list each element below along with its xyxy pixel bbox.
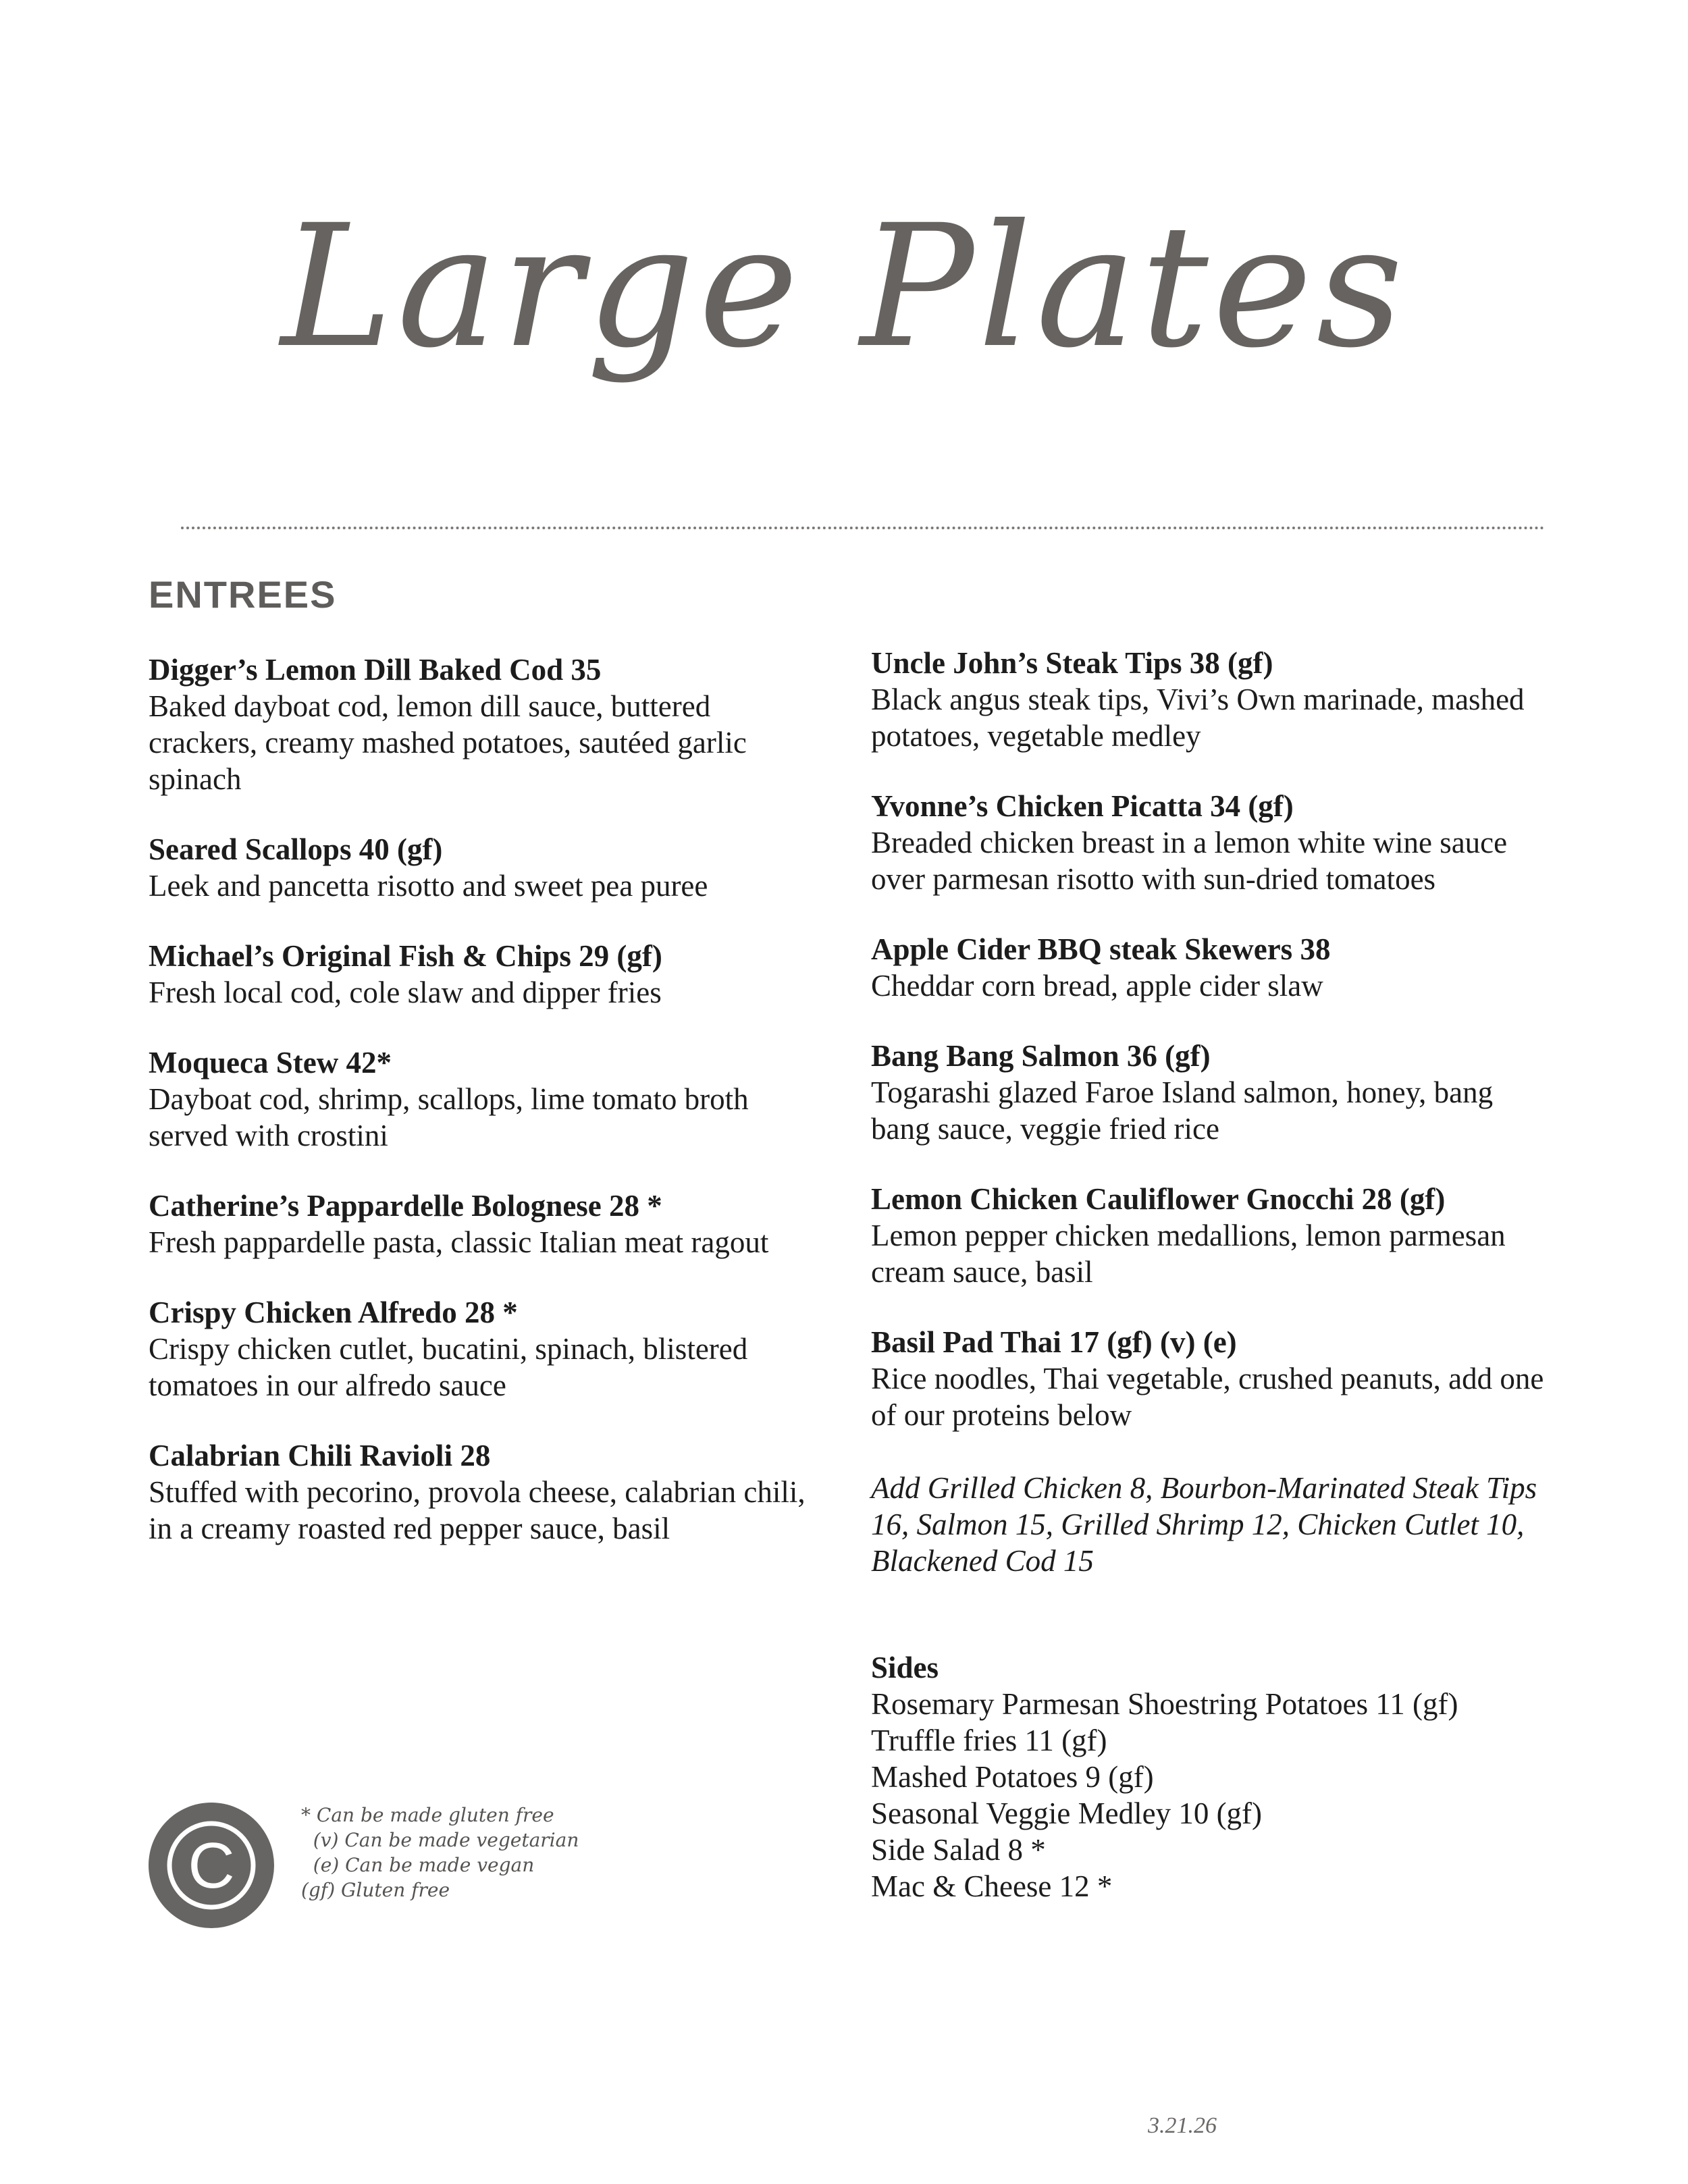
dietary-legend xyxy=(301,1803,579,1902)
menu-item-name: Seared Scallops 40 (gf) xyxy=(149,832,443,866)
menu-item-name: Bang Bang Salmon 36 (gf) xyxy=(871,1039,1211,1073)
menu-date: 3.21.26 xyxy=(1148,2113,1217,2138)
menu-item xyxy=(871,788,1546,897)
legend-line: * Can be made gluten free xyxy=(301,1804,554,1826)
menu-item xyxy=(149,1044,810,1154)
menu-item-name: Crispy Chicken Alfredo 28 * xyxy=(149,1296,518,1329)
menu-item xyxy=(149,651,810,797)
menu-item-name: Lemon Chicken Cauliflower Gnocchi 28 (gf) xyxy=(871,1182,1446,1216)
menu-item-description: Crispy chicken cutlet, bucatini, spinach, blistered tomatoes in our alfredo sauce xyxy=(149,1332,748,1402)
menu-item-name: Yvonne’s Chicken Picatta 34 (gf) xyxy=(871,789,1294,823)
legend-line: (gf) Gluten free xyxy=(301,1879,450,1901)
menu-item-name: Basil Pad Thai 17 (gf) (v) (e) xyxy=(871,1325,1237,1359)
logo-icon xyxy=(149,1803,274,1928)
menu-item xyxy=(149,1188,810,1260)
side-item: Mac & Cheese 12 * xyxy=(871,1869,1113,1903)
menu-item-description: Baked dayboat cod, lemon dill sauce, buttered crackers, creamy mashed potatoes, sautéed garlic spinach xyxy=(149,689,747,796)
menu-item-name: Uncle John’s Steak Tips 38 (gf) xyxy=(871,646,1273,680)
side-item: Rosemary Parmesan Shoestring Potatoes 11 (gf) xyxy=(871,1687,1458,1721)
side-item: Seasonal Veggie Medley 10 (gf) xyxy=(871,1796,1263,1830)
menu-item xyxy=(871,931,1546,1004)
menu-item-name: Digger’s Lemon Dill Baked Cod 35 xyxy=(149,653,602,687)
menu-item xyxy=(871,1181,1546,1290)
logo-letter: C xyxy=(188,1830,235,1902)
dotted-divider xyxy=(181,527,1545,529)
menu-item-description: Rice noodles, Thai vegetable, crushed peanuts, add one of our proteins below xyxy=(871,1362,1544,1432)
menu-item xyxy=(149,938,810,1011)
menu-item-description: Breaded chicken breast in a lemon white wine sauce over parmesan risotto with sun-dried tomatoes xyxy=(871,826,1508,896)
menu-item-name: Apple Cider BBQ steak Skewers 38 xyxy=(871,932,1331,966)
side-item: Mashed Potatoes 9 (gf) xyxy=(871,1760,1154,1794)
menu-item xyxy=(149,831,810,904)
menu-item xyxy=(871,1324,1546,1433)
legend-line: (e) Can be made vegan xyxy=(301,1854,535,1876)
menu-item-description: Fresh pappardelle pasta, classic Italian meat ragout xyxy=(149,1225,769,1259)
menu-item-description: Black angus steak tips, Vivi’s Own marinade, mashed potatoes, vegetable medley xyxy=(871,683,1525,753)
menu-item xyxy=(149,1437,810,1547)
menu-item-description: Togarashi glazed Faroe Island salmon, honey, bang bang sauce, veggie fried rice xyxy=(871,1075,1494,1146)
menu-item-name: Catherine’s Pappardelle Bolognese 28 * xyxy=(149,1189,662,1223)
side-item: Truffle fries 11 (gf) xyxy=(871,1724,1107,1757)
entrees-right-column xyxy=(871,645,1546,1905)
menu-item-description: Leek and pancetta risotto and sweet pea puree xyxy=(149,869,708,903)
menu-item xyxy=(149,1294,810,1404)
menu-item-description: Cheddar corn bread, apple cider slaw xyxy=(871,969,1323,1003)
sides-heading: Sides xyxy=(871,1651,939,1684)
menu-item-name: Calabrian Chili Ravioli 28 xyxy=(149,1439,491,1472)
menu-item-name: Moqueca Stew 42* xyxy=(149,1046,392,1080)
protein-addons: Add Grilled Chicken 8, Bourbon-Marinated Steak Tips 16, Salmon 15, Grilled Shrimp 12, Chicken Cutlet 10, Blackened Cod 15 xyxy=(871,1471,1537,1578)
menu-item-description: Lemon pepper chicken medallions, lemon parmesan cream sauce, basil xyxy=(871,1219,1506,1289)
menu-item-description: Stuffed with pecorino, provola cheese, calabrian chili, in a creamy roasted red pepper sauce, basil xyxy=(149,1475,806,1545)
section-heading-entrees: ENTREES xyxy=(149,573,337,616)
restaurant-logo xyxy=(149,1803,274,1928)
menu-item-name: Michael’s Original Fish & Chips 29 (gf) xyxy=(149,939,662,973)
menu-item-description: Dayboat cod, shrimp, scallops, lime tomato broth served with crostini xyxy=(149,1082,749,1152)
legend-line: (v) Can be made vegetarian xyxy=(301,1829,579,1851)
menu-item xyxy=(871,645,1546,754)
menu-item-description: Fresh local cod, cole slaw and dipper fries xyxy=(149,976,662,1009)
page-title: Large Plates xyxy=(281,188,1407,385)
menu-item xyxy=(871,1038,1546,1147)
side-item: Side Salad 8 * xyxy=(871,1833,1046,1867)
entrees-left-column xyxy=(149,651,810,1580)
